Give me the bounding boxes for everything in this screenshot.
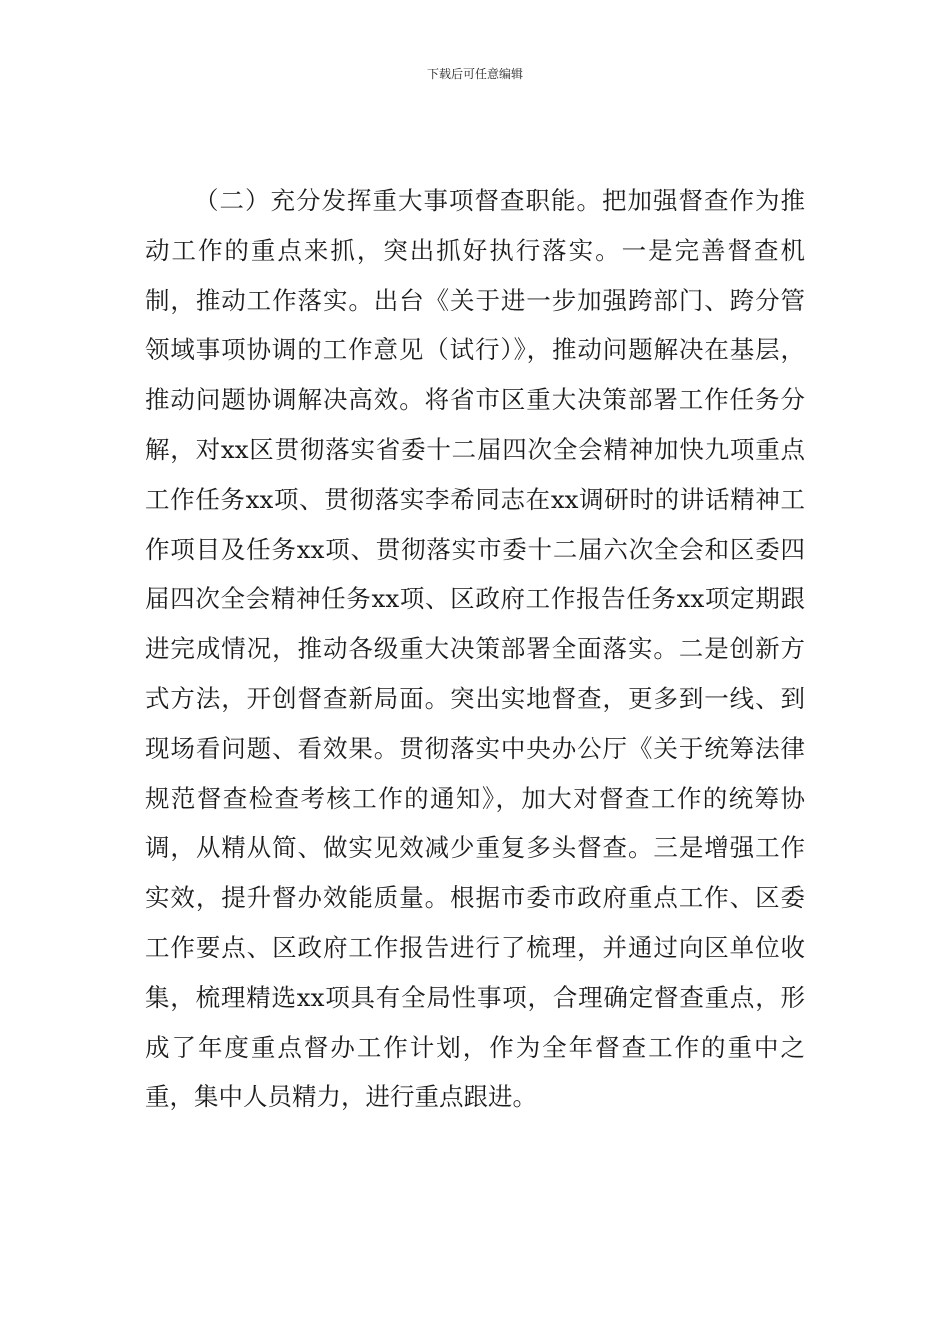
page-header-note: 下载后可任意编辑 — [426, 67, 523, 81]
body-paragraph: （二）充分发挥重大事项督查职能。把加强督查作为推动工作的重点来抓，突出抓好执行落实。一是完善督查机制，推动工作落实。出台《关于进一步加强跨部门、跨分管领域事项协调的工作意见（试行）》，推动问题解决在基层，推动问题协调解决高效。将省市区重大决策部署工作任务分解，对xx区贯彻落实省委十二届四次全会精神加快九项重点工作任务xx项、贯彻落实李希同志在xx调研时的讲话精神工作项目及任务xx项、贯彻落实市委十二届六次全会和区委四届四次全会精神任务xx项、区政府工作报告任务xx项定期跟进完成情况，推动各级重大决策部署全面落实。二是创新方式方法，开创督查新局面。突出实地督查，更多到一线、到现场看问题、看效果。贯彻落实中央办公厅《关于统筹法律规范督查检查考核工作的通知》，加大对督查工作的统筹协调，从精从简、做实见效减少重复多头督查。三是增强工作实效，提升督办效能质量。根据市委市政府重点工作、区委工作要点、区政府工作报告进行了梳理，并通过向区单位收集，梳理精选xx项具有全局性事项，合理确定督查重点，形成了年度重点督办工作计划，作为全年督查工作的重中之重，集中人员精力，进行重点跟进。 — [145, 186, 805, 1112]
